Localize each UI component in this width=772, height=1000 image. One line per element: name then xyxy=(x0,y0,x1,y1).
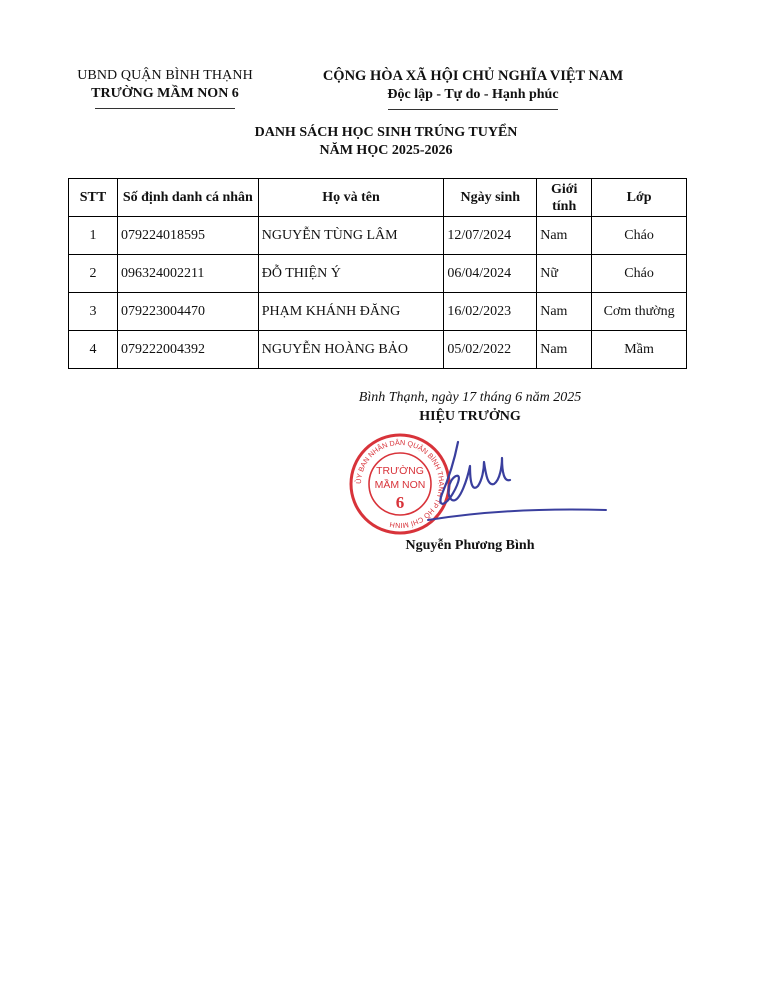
cell-stt: 1 xyxy=(69,217,118,255)
table-row xyxy=(69,255,687,293)
document-title xyxy=(0,124,772,160)
seal-center-line-2: MẦM NON xyxy=(374,479,426,491)
column-header-gender: Giới tính xyxy=(537,179,592,217)
national-motto: Độc lập - Tự do - Hạnh phúc xyxy=(387,87,559,102)
cell-class: Mầm xyxy=(592,331,687,369)
cell-birth-date: 06/04/2024 xyxy=(444,255,537,293)
cell-gender: Nam xyxy=(537,217,592,255)
left-header-underline xyxy=(95,108,235,109)
cell-personal-id: 079224018595 xyxy=(117,217,258,255)
district-committee-name: UBND QUẬN BÌNH THẠNH xyxy=(77,68,253,83)
table-row xyxy=(69,331,687,369)
cell-stt: 3 xyxy=(69,293,118,331)
column-header-class: Lớp xyxy=(592,179,687,217)
signature-stroke-main xyxy=(440,442,510,504)
cell-birth-date: 05/02/2022 xyxy=(444,331,537,369)
cell-personal-id: 079222004392 xyxy=(117,331,258,369)
column-header-personal-id: Số định danh cá nhân xyxy=(117,179,258,217)
cell-full-name: ĐỖ THIỆN Ý xyxy=(258,255,444,293)
table-header-row xyxy=(69,179,687,217)
principal-signature xyxy=(418,436,608,526)
issuing-authority-header xyxy=(58,68,272,109)
cell-gender: Nữ xyxy=(537,255,592,293)
signing-date-line: Bình Thạnh, ngày 17 tháng 6 năm 2025 xyxy=(358,390,582,405)
column-header-stt: STT xyxy=(69,179,118,217)
country-name: CỘNG HÒA XÃ HỘI CHỦ NGHĨA VIỆT NAM xyxy=(322,68,624,84)
title-line-2: NĂM HỌC 2025-2026 xyxy=(319,143,453,158)
table-row xyxy=(69,217,687,255)
cell-full-name: PHẠM KHÁNH ĐĂNG xyxy=(258,293,444,331)
right-header-underline xyxy=(388,109,558,110)
cell-gender: Nam xyxy=(537,331,592,369)
seal-ring-text: ỦY BAN NHÂN DÂN QUẬN BÌNH THẠNH TP HỒ CHÍ MINH xyxy=(353,437,447,531)
national-motto-header xyxy=(292,68,654,110)
cell-gender: Nam xyxy=(537,293,592,331)
school-name: TRƯỜNG MẦM NON 6 xyxy=(91,86,239,101)
cell-stt: 4 xyxy=(69,331,118,369)
table-row xyxy=(69,293,687,331)
signature-stroke-tail xyxy=(428,509,606,520)
seal-center-number: 6 xyxy=(395,493,405,512)
signer-title: HIỆU TRƯỞNG xyxy=(419,409,521,424)
cell-full-name: NGUYỄN HOÀNG BẢO xyxy=(258,331,444,369)
title-line-1: DANH SÁCH HỌC SINH TRÚNG TUYỂN xyxy=(254,125,518,140)
cell-personal-id: 079223004470 xyxy=(117,293,258,331)
cell-class: Cháo xyxy=(592,217,687,255)
column-header-birth-date: Ngày sinh xyxy=(444,179,537,217)
cell-birth-date: 12/07/2024 xyxy=(444,217,537,255)
admitted-students-table xyxy=(68,178,687,369)
seal-center-line-1: TRƯỜNG xyxy=(376,465,424,477)
cell-stt: 2 xyxy=(69,255,118,293)
column-header-full-name: Họ và tên xyxy=(258,179,444,217)
cell-personal-id: 096324002211 xyxy=(117,255,258,293)
cell-birth-date: 16/02/2023 xyxy=(444,293,537,331)
signer-name: Nguyễn Phương Bình xyxy=(405,538,535,553)
cell-full-name: NGUYỄN TÙNG LÂM xyxy=(258,217,444,255)
cell-class: Cháo xyxy=(592,255,687,293)
cell-class: Cơm thường xyxy=(592,293,687,331)
